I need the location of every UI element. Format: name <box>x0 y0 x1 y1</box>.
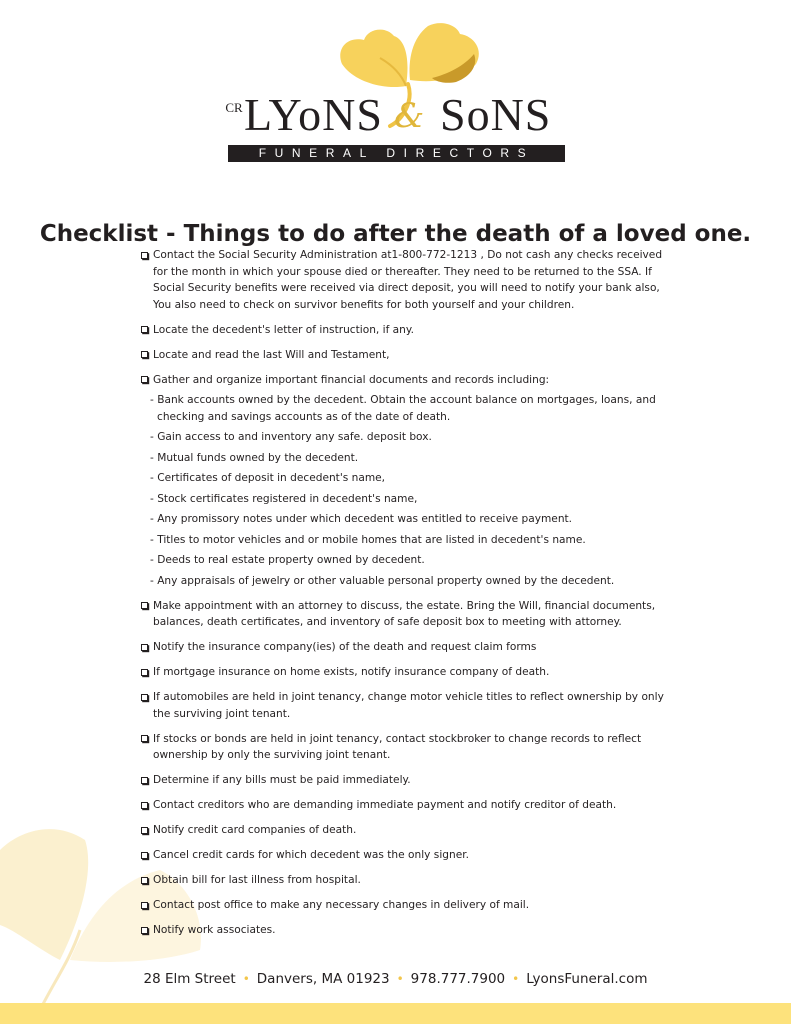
checklist-line: Contact the Social Security Administration at1-800-772-1213 , Do not cash any checks received <box>153 249 663 261</box>
footer-separator: • <box>242 972 250 986</box>
checkbox-icon <box>141 802 148 809</box>
checkbox-icon <box>141 927 148 934</box>
checklist-line: - Bank accounts owned by the decedent. Obtain the account balance on mortgages, loans, and <box>150 394 656 406</box>
checkbox-icon <box>141 669 148 676</box>
checklist-line: Locate the decedent's letter of instruction, if any. <box>153 323 415 336</box>
footer-address: 28 Elm Street <box>143 971 236 987</box>
checkbox-icon <box>141 351 148 358</box>
checklist-line: for the month in which your spouse died or thereafter. They need to be returned to the SSA. If <box>153 265 652 278</box>
logo-initials: CR <box>225 100 243 115</box>
logo-sons-wordmark: SoNS <box>440 89 552 140</box>
checklist-line: Contact creditors who are demanding immediate payment and notify creditor of death. <box>153 799 617 811</box>
checklist-line: If mortgage insurance on home exists, notify insurance company of death. <box>153 666 550 678</box>
footer-separator: • <box>396 972 404 986</box>
checklist-line: - Certificates of deposit in decedent's name, <box>150 472 386 484</box>
checklist-subitem <box>138 573 683 590</box>
checklist-line: Notify the insurance company(ies) of the death and request claim forms <box>153 641 537 653</box>
checklist-item <box>138 598 683 631</box>
logo-tagline: FUNERAL DIRECTORS <box>228 145 565 162</box>
checklist-subitem <box>138 429 683 446</box>
checklist-subitem <box>138 392 683 425</box>
footer-website: LyonsFuneral.com <box>526 971 648 987</box>
checkbox-icon <box>141 376 148 383</box>
checklist-item <box>138 797 683 814</box>
checklist-line: Notify work associates. <box>153 924 276 936</box>
checklist-line: If automobiles are held in joint tenancy, change motor vehicle titles to reflect ownership by only <box>153 691 664 703</box>
checklist-line: Contact post office to make any necessary changes in delivery of mail. <box>153 899 530 911</box>
checkbox-icon <box>141 602 148 609</box>
checklist-line: balances, death certificates, and inventory of safe deposit box to meeting with attorney. <box>153 616 622 628</box>
checklist-item <box>138 372 683 389</box>
checkbox-icon <box>141 902 148 909</box>
checklist-item <box>138 689 683 722</box>
footer-city: Danvers, MA 01923 <box>256 971 390 987</box>
checklist-subitem <box>138 470 683 487</box>
checklist-line: Cancel credit cards for which decedent was the only signer. <box>153 849 469 861</box>
company-logo <box>0 0 791 180</box>
checklist-item <box>138 772 683 789</box>
footer-contact <box>0 968 791 990</box>
checklist-line: - Deeds to real estate property owned by decedent. <box>150 554 425 566</box>
page-title: Checklist - Things to do after the death of a loved one. <box>39 221 752 248</box>
checklist-line: Gather and organize important financial documents and records including: <box>153 373 550 386</box>
logo-lyons-wordmark: LYoNS <box>244 89 383 140</box>
footer-separator: • <box>512 972 520 986</box>
logo-ampersand: & <box>394 96 425 136</box>
checklist-item <box>138 847 683 864</box>
checklist-item <box>138 822 683 839</box>
checkbox-icon <box>141 827 148 834</box>
checklist-line: - Mutual funds owned by the decedent. <box>150 451 359 464</box>
checklist-line: Locate and read the last Will and Testament, <box>153 348 390 361</box>
checklist-subitem <box>138 552 683 569</box>
checklist-subitem <box>138 491 683 508</box>
bottom-accent-band <box>0 1003 791 1024</box>
checklist-item <box>138 347 683 364</box>
checklist-line: the surviving joint tenant. <box>153 707 291 720</box>
checklist <box>138 247 683 939</box>
checklist-line: Make appointment with an attorney to discuss, the estate. Bring the Will, financial documents, <box>153 599 656 612</box>
checklist-item <box>138 872 683 889</box>
checklist-line: checking and savings accounts as of the date of death. <box>157 410 451 423</box>
checkbox-icon <box>141 852 148 859</box>
checkbox-icon <box>141 326 148 333</box>
checklist-item <box>138 639 683 656</box>
checklist-item <box>138 322 683 339</box>
checklist-line: - Gain access to and inventory any safe. deposit box. <box>150 431 432 443</box>
checklist-line: - Stock certificates registered in decedent's name, <box>150 492 418 505</box>
checklist-item <box>138 664 683 681</box>
checklist-subitem <box>138 532 683 549</box>
checklist-line: - Any promissory notes under which decedent was entitled to receive payment. <box>150 513 573 525</box>
checklist-line: Social Security benefits were received via direct deposit, you will need to notify your bank also, <box>153 282 660 294</box>
checklist-line: Notify credit card companies of death. <box>153 824 357 836</box>
checklist-subitem <box>138 511 683 528</box>
checkbox-icon <box>141 644 148 651</box>
checklist-subitem <box>138 450 683 467</box>
checklist-item <box>138 922 683 939</box>
checklist-line: - Titles to motor vehicles and or mobile homes that are listed in decedent's name. <box>150 533 586 546</box>
checkbox-icon <box>141 877 148 884</box>
footer-phone: 978.777.7900 <box>410 971 506 987</box>
checklist-line: Obtain bill for last illness from hospital. <box>153 874 361 886</box>
checklist-line: ownership by only the surviving joint tenant. <box>153 749 391 761</box>
checkbox-icon <box>141 694 148 701</box>
checklist-line: You also need to check on survivor benefits for both yourself and your children. <box>153 298 575 311</box>
checklist-line: If stocks or bonds are held in joint tenancy, contact stockbroker to change records to reflect <box>153 732 642 745</box>
checklist-item <box>138 731 683 764</box>
checkbox-icon <box>141 735 148 742</box>
checklist-item <box>138 897 683 914</box>
checkbox-icon <box>141 252 148 259</box>
checklist-item <box>138 247 683 313</box>
checklist-line: - Any appraisals of jewelry or other valuable personal property owned by the decedent. <box>150 574 615 587</box>
checkbox-icon <box>141 777 148 784</box>
checklist-line: Determine if any bills must be paid immediately. <box>153 774 411 786</box>
